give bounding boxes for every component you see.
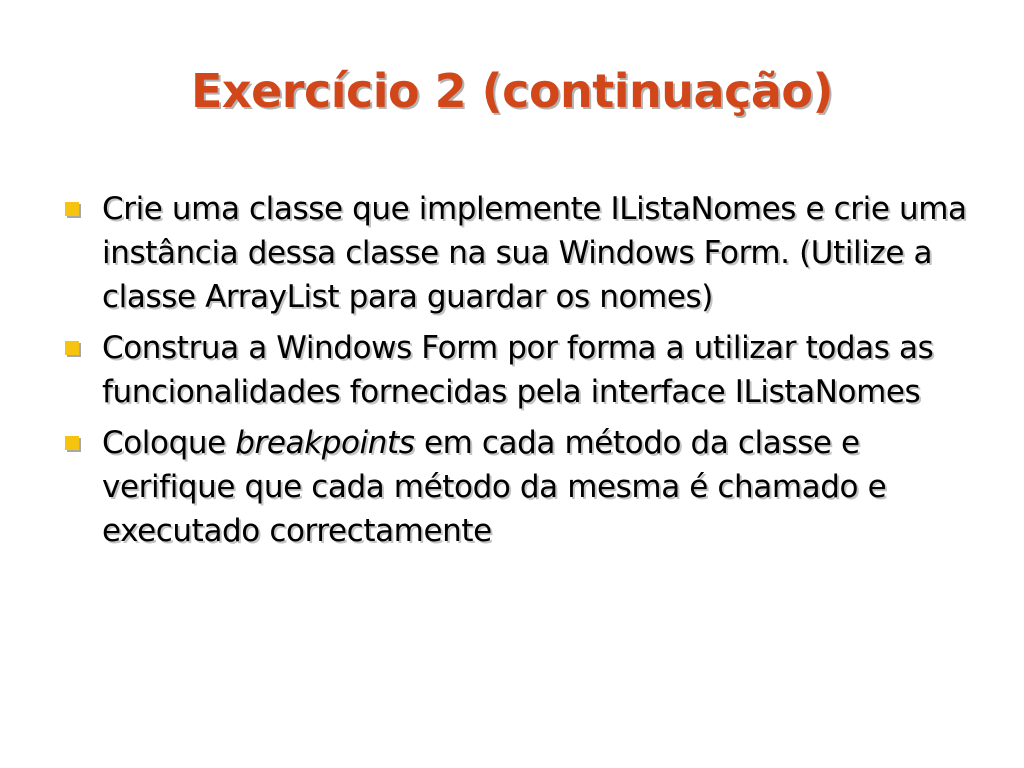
bullet-item-3: [62, 421, 967, 553]
bullet-item-1: [62, 187, 967, 319]
bullet-text-after: em cada método da classe e verifique que cada método da mesma é chamado e executado correctamente: [102, 425, 887, 549]
bullet-square-icon: [65, 341, 79, 355]
bullet-emphasis: breakpoints: [235, 425, 415, 461]
bullet-square-icon: [65, 202, 79, 216]
bullet-text: Construa a Windows Form por forma a utilizar todas as funcionalidades fornecidas pela interface IListaNomes: [102, 330, 934, 410]
bullet-square-icon: [65, 436, 79, 450]
slide-title: Exercício 2 (continuação): [190, 64, 834, 118]
bullet-text: Crie uma classe que implemente IListaNomes e crie uma instância dessa classe na sua Windows Form. (Utilize a classe ArrayList para guardar os nomes): [102, 191, 967, 315]
bullet-list: [62, 187, 967, 560]
bullet-item-2: [62, 326, 967, 414]
bullet-text-before: Coloque: [102, 425, 236, 461]
